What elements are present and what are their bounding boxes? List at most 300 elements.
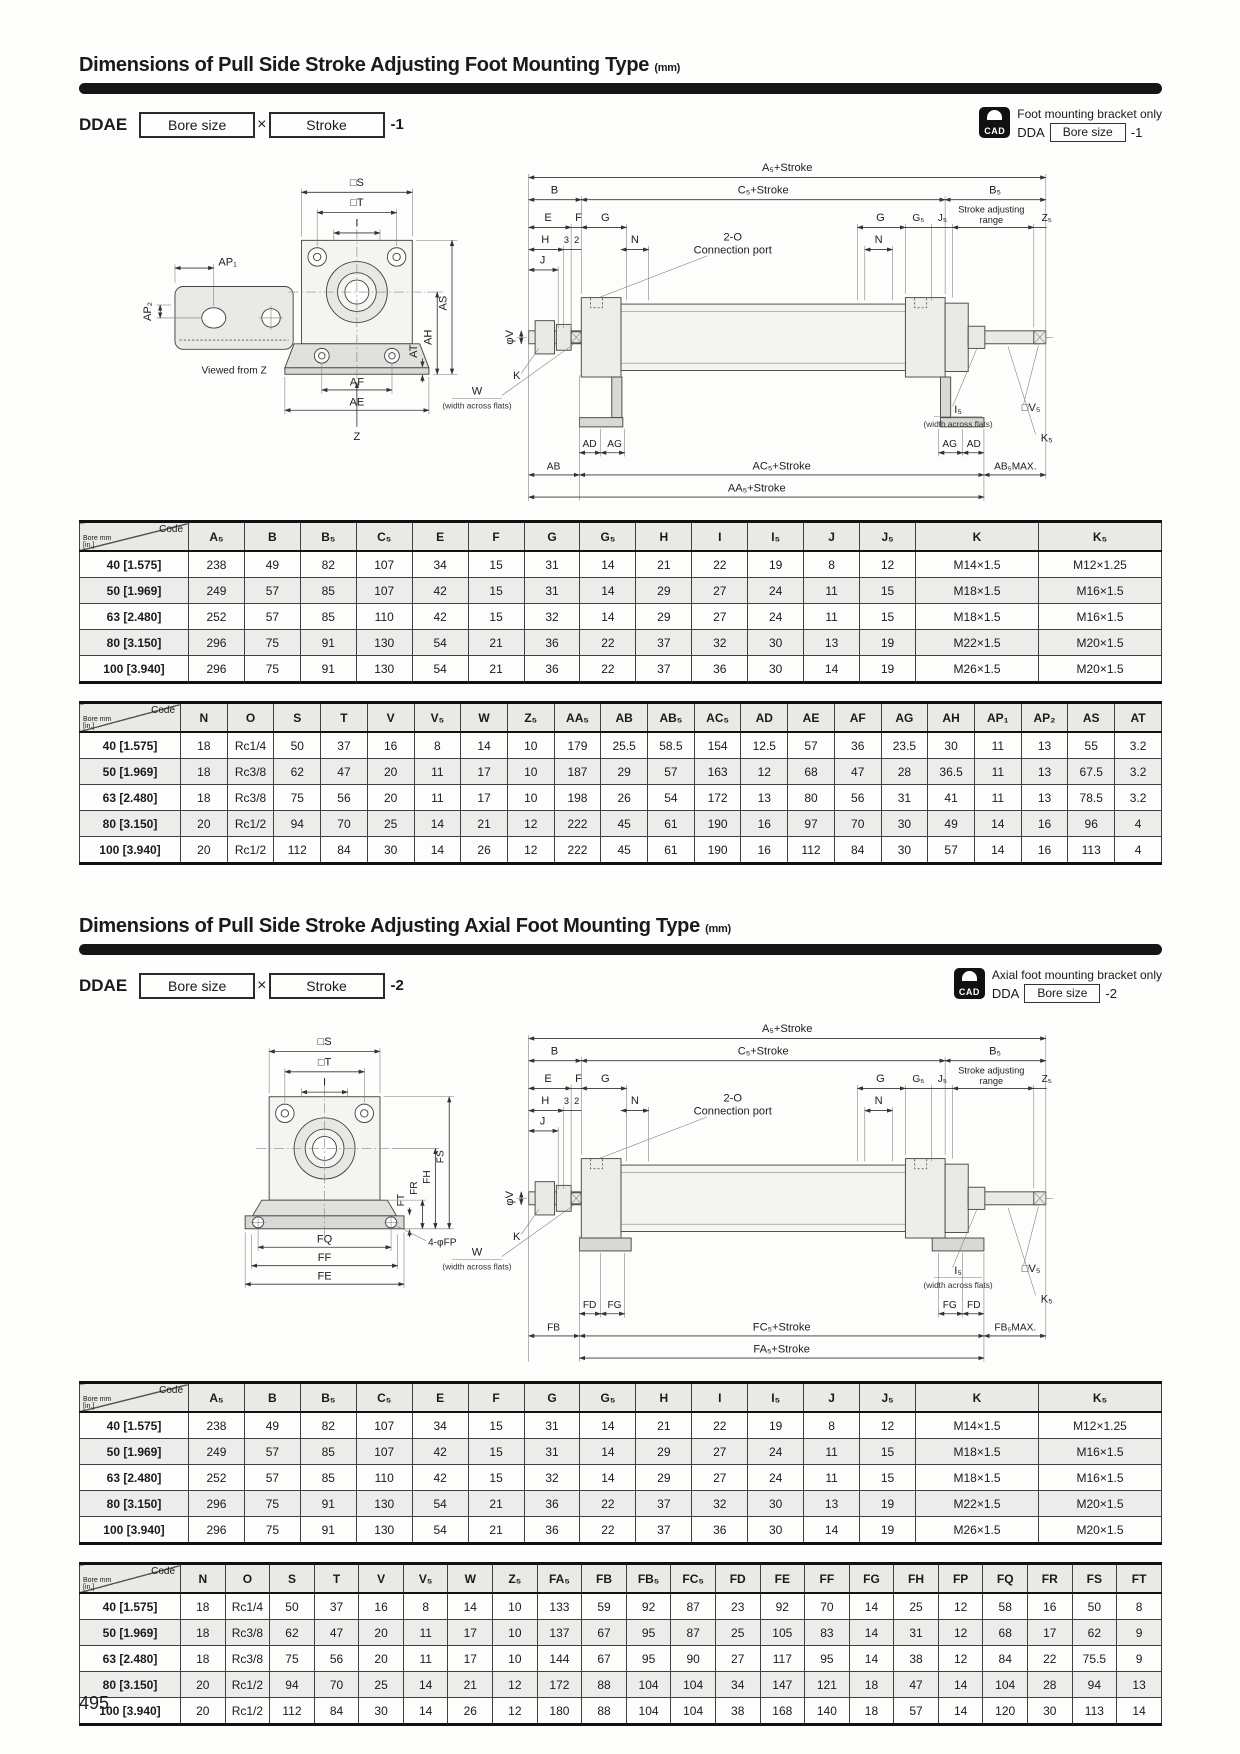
table-cell: 19: [860, 1491, 916, 1517]
cad-bore-box: Bore size: [1024, 984, 1100, 1003]
cad-suffix: -2: [1105, 986, 1117, 1001]
rod-cover: [905, 298, 945, 377]
table-cell: 222: [554, 837, 601, 864]
column-header: V₅: [414, 703, 461, 733]
table-cell: 94: [1072, 1672, 1117, 1698]
dim-label-i: I: [354, 217, 358, 230]
table-cell: 32: [692, 630, 748, 656]
table-cell: 12: [507, 837, 554, 864]
table-cell: 296: [189, 1517, 245, 1544]
column-header: AG: [881, 703, 928, 733]
table-cell: 8: [804, 1412, 860, 1439]
table-cell: 41: [928, 785, 975, 811]
table-cell: 19: [860, 1517, 916, 1544]
table-cell: 30: [748, 656, 804, 683]
table-cell: 29: [636, 578, 692, 604]
table-cell: 249: [189, 1439, 245, 1465]
table-cell: Rc1/2: [225, 1672, 270, 1698]
table-cell: 222: [554, 811, 601, 837]
table-cell: 13: [804, 630, 860, 656]
bore-size-cell: 80 [3.150]: [80, 1491, 189, 1517]
dim-label-3: 3: [563, 235, 569, 246]
column-header: G: [524, 1383, 580, 1413]
column-header: AB: [601, 703, 648, 733]
table-cell: 12: [938, 1593, 983, 1620]
table-cell: 37: [321, 732, 368, 759]
table-cell: 252: [189, 604, 245, 630]
table-cell: 27: [715, 1646, 760, 1672]
bore-size-cell: 100 [3.940]: [80, 1517, 189, 1544]
dim-label-g: G: [875, 1072, 885, 1085]
table-cell: 121: [805, 1672, 850, 1698]
dim-label-w: W: [471, 1246, 482, 1259]
table-cell: 85: [300, 604, 356, 630]
table-cell: 25: [359, 1672, 404, 1698]
table-corner-header: Code Bore mm [in.]: [80, 703, 181, 733]
column-header: AH: [928, 703, 975, 733]
stroke-adjusting-range-label2: range: [979, 1075, 1003, 1086]
column-header: AS: [1068, 703, 1115, 733]
dim-label-ft: FT: [395, 1193, 407, 1207]
table-cell: 198: [554, 785, 601, 811]
cad-dome-icon: [962, 971, 977, 981]
bore-size-cell: 100 [3.940]: [80, 1698, 181, 1725]
table-cell: 20: [367, 785, 414, 811]
table-cell: 10: [493, 1646, 538, 1672]
table-cell: 18: [181, 1646, 226, 1672]
column-header: N: [181, 703, 228, 733]
table-cell: 20: [181, 811, 228, 837]
column-header: B: [244, 1383, 300, 1413]
table-cell: 15: [468, 1439, 524, 1465]
model-series: DDAE: [79, 975, 128, 995]
table-cell: 104: [626, 1672, 671, 1698]
dim-label-fc5-stroke: FC₅+Stroke: [752, 1321, 811, 1334]
table-cell: 21: [468, 1491, 524, 1517]
column-header: B: [244, 522, 300, 552]
table-cell: 50: [1072, 1593, 1117, 1620]
column-header: T: [321, 703, 368, 733]
table-cell: 57: [244, 1439, 300, 1465]
table-cell: 14: [580, 1439, 636, 1465]
bore-size-cell: 80 [3.150]: [80, 1672, 181, 1698]
table-cell: 70: [314, 1672, 359, 1698]
table-cell: 14: [804, 656, 860, 683]
table-corner-header: Code Bore mm [in.]: [80, 1383, 189, 1413]
table-cell: 14: [403, 1698, 448, 1725]
cad-note-block-2: [954, 968, 1162, 1003]
column-header: S: [270, 1564, 315, 1594]
table-cell: 13: [1021, 732, 1068, 759]
table-cell: 112: [274, 837, 321, 864]
cad-note-block-1: [979, 107, 1162, 142]
dim-label-f: F: [574, 1072, 582, 1085]
cylinder-tube: [621, 304, 905, 370]
table-cell: 14: [580, 1412, 636, 1439]
stroke-adjusting-range-label2: range: [979, 214, 1003, 225]
table-cell: 9: [1117, 1646, 1162, 1672]
table-cell: 32: [692, 1491, 748, 1517]
dim-label-3: 3: [563, 1096, 569, 1107]
dim-label-fg: FG: [606, 1300, 622, 1312]
table-cell: 21: [468, 1517, 524, 1544]
front-view: [245, 1036, 457, 1288]
table-cell: M12×1.25: [1039, 551, 1162, 578]
table-cell: 296: [189, 630, 245, 656]
table-cell: 14: [414, 811, 461, 837]
table-cell: 30: [748, 630, 804, 656]
stroke-adjusting-range-label: Stroke adjusting: [957, 1065, 1024, 1076]
table-cell: 11: [414, 785, 461, 811]
table-cell: 18: [181, 1620, 226, 1646]
table-cell: 107: [356, 1412, 412, 1439]
table-cell: 10: [493, 1593, 538, 1620]
table-cell: M12×1.25: [1039, 1412, 1162, 1439]
foot-bracket-view: [141, 256, 292, 376]
table-cell: M26×1.5: [916, 1517, 1039, 1544]
column-header: AT: [1115, 703, 1162, 733]
bore-size-cell: 40 [1.575]: [80, 1412, 189, 1439]
column-header: J: [804, 522, 860, 552]
table-cell: 17: [448, 1620, 493, 1646]
dim-label-ag: AG: [606, 439, 622, 451]
column-header: F: [468, 522, 524, 552]
table-cell: 140: [805, 1698, 850, 1725]
table-cell: 130: [356, 630, 412, 656]
table-cell: 11: [403, 1620, 448, 1646]
table-cell: 12: [493, 1698, 538, 1725]
dim-label-at: AT: [407, 344, 420, 358]
column-header: FR: [1027, 1564, 1072, 1594]
column-header: T: [314, 1564, 359, 1594]
model-suffix: -2: [390, 977, 404, 994]
dim-label-ff: FF: [317, 1252, 331, 1265]
table-cell: M20×1.5: [1039, 656, 1162, 683]
table-cell: 27: [692, 604, 748, 630]
bore-size-box: Bore size: [139, 112, 255, 138]
table-cell: 70: [321, 811, 368, 837]
model-designation-row-2: [79, 968, 1162, 1003]
table-cell: 67.5: [1068, 759, 1115, 785]
table-cell: 97: [788, 811, 835, 837]
table-cell: 11: [804, 1465, 860, 1491]
dim-label-e: E: [543, 1072, 552, 1085]
multiply-sign: ×: [257, 115, 267, 133]
table-cell: 14: [580, 578, 636, 604]
column-header: J: [804, 1383, 860, 1413]
table-cell: 47: [321, 759, 368, 785]
column-header: AE: [788, 703, 835, 733]
section2-title-text: Dimensions of Pull Side Stroke Adjusting Axial Foot Mounting Type: [79, 915, 700, 937]
dim-label-g: G: [875, 211, 885, 224]
dim-label-n: N: [874, 1095, 883, 1108]
bore-size-cell: 63 [2.480]: [80, 604, 189, 630]
bore-size-cell: 63 [2.480]: [80, 1646, 181, 1672]
table-cell: 24: [748, 604, 804, 630]
table-cell: 29: [601, 759, 648, 785]
table-cell: 14: [580, 551, 636, 578]
table-cell: 11: [974, 759, 1021, 785]
dim-label-phi-v: φV: [503, 330, 516, 345]
table-cell: 54: [412, 656, 468, 683]
column-header: E: [412, 1383, 468, 1413]
table-cell: 95: [805, 1646, 850, 1672]
table-cell: 42: [412, 1439, 468, 1465]
table-cell: M18×1.5: [916, 1439, 1039, 1465]
table-cell: 50: [270, 1593, 315, 1620]
bore-size-cell: 80 [3.150]: [80, 811, 181, 837]
table-cell: 91: [300, 630, 356, 656]
table-cell: 11: [974, 785, 1021, 811]
dim-label-square-s: □S: [317, 1036, 332, 1049]
table-cell: 30: [1027, 1698, 1072, 1725]
table-cell: 47: [314, 1620, 359, 1646]
table-cell: 14: [804, 1517, 860, 1544]
dim-label-fh: FH: [421, 1170, 433, 1184]
bore-size-cell: 50 [1.969]: [80, 1620, 181, 1646]
model-designation-row-1: [79, 107, 1162, 142]
side-view: [442, 162, 1056, 501]
table-cell: 17: [461, 759, 508, 785]
dim-label-k: K: [512, 369, 520, 382]
column-header: FE: [760, 1564, 805, 1594]
table-cell: 88: [582, 1698, 627, 1725]
dim-label-ah: AH: [422, 329, 435, 346]
table-cell: 92: [760, 1593, 805, 1620]
dim-label-n: N: [630, 234, 639, 247]
table-cell: 21: [461, 811, 508, 837]
column-header: FB: [582, 1564, 627, 1594]
axial-foot-bracket: [579, 1238, 631, 1251]
table-cell: 26: [448, 1698, 493, 1725]
table-cell: 42: [412, 604, 468, 630]
table-cell: 30: [881, 811, 928, 837]
table-cell: 70: [805, 1593, 850, 1620]
table-cell: 104: [983, 1672, 1028, 1698]
table-cell: 91: [300, 1491, 356, 1517]
connection-port-label2: Connection port: [693, 244, 772, 257]
bore-size-cell: 100 [3.940]: [80, 656, 189, 683]
column-header: FS: [1072, 1564, 1117, 1594]
table-cell: 16: [1021, 811, 1068, 837]
table-cell: 20: [181, 837, 228, 864]
table-cell: 29: [636, 604, 692, 630]
table-cell: 19: [748, 1412, 804, 1439]
table-cell: 10: [507, 785, 554, 811]
column-header: J₅: [860, 522, 916, 552]
table-cell: 25.5: [601, 732, 648, 759]
stroke-box: Stroke: [269, 112, 385, 138]
table-cell: 22: [692, 551, 748, 578]
table-cell: 8: [414, 732, 461, 759]
table-cell: 30: [367, 837, 414, 864]
table-cell: Rc3/8: [225, 1620, 270, 1646]
table-cell: 78.5: [1068, 785, 1115, 811]
table-cell: 31: [881, 785, 928, 811]
table-cell: 12: [741, 759, 788, 785]
table-cell: 12.5: [741, 732, 788, 759]
table-row: [80, 1620, 1162, 1646]
table-cell: 14: [849, 1593, 894, 1620]
table-cell: 37: [636, 1517, 692, 1544]
table-cell: 84: [983, 1646, 1028, 1672]
section2-title: [79, 915, 1162, 938]
dim-label-phi-v: φV: [503, 1191, 516, 1206]
bore-size-cell: 100 [3.940]: [80, 837, 181, 864]
table-cell: 144: [537, 1646, 582, 1672]
table-cell: 16: [1021, 837, 1068, 864]
dim-label-h: H: [540, 234, 549, 247]
table-cell: M18×1.5: [916, 1465, 1039, 1491]
dim-label-fg: FG: [942, 1300, 957, 1312]
table-cell: 9: [1117, 1620, 1162, 1646]
table-cell: 83: [805, 1620, 850, 1646]
table-cell: 85: [300, 1439, 356, 1465]
table-cell: 13: [804, 1491, 860, 1517]
connection-port-label: 2-O: [723, 231, 742, 244]
table-cell: 54: [412, 1491, 468, 1517]
table-cell: 180: [537, 1698, 582, 1725]
table-cell: 15: [860, 1465, 916, 1491]
dim-label-j: J: [539, 1115, 545, 1128]
bore-size-cell: 40 [1.575]: [80, 551, 189, 578]
column-header: FT: [1117, 1564, 1162, 1594]
table-cell: 85: [300, 578, 356, 604]
table-cell: 22: [580, 630, 636, 656]
table-cell: 16: [741, 837, 788, 864]
dim-label-aa5-stroke: AA₅+Stroke: [727, 482, 786, 495]
table-row: [80, 1672, 1162, 1698]
table-cell: 130: [356, 1491, 412, 1517]
dim-label-fq: FQ: [316, 1233, 332, 1246]
table-cell: 15: [468, 1412, 524, 1439]
table-cell: 112: [788, 837, 835, 864]
column-header: W: [448, 1564, 493, 1594]
side-view: [442, 1023, 1056, 1362]
table-cell: 67: [582, 1646, 627, 1672]
column-header: B₅: [300, 522, 356, 552]
dim-label-h: H: [540, 1095, 549, 1108]
model-series: DDAE: [79, 114, 128, 134]
cad-suffix: -1: [1130, 125, 1143, 140]
cad-series: DDA: [1017, 125, 1045, 140]
table-cell: 238: [189, 551, 245, 578]
table-cell: 58: [983, 1593, 1028, 1620]
dim-label-c5-stroke: C₅+Stroke: [737, 184, 789, 197]
column-header: K: [916, 1383, 1039, 1413]
table-cell: M20×1.5: [1039, 1491, 1162, 1517]
table-cell: 14: [938, 1672, 983, 1698]
cad-bore-box: Bore size: [1050, 123, 1126, 142]
dim-label-b5: B₅: [988, 184, 1001, 197]
table-cell: 42: [412, 578, 468, 604]
table-cell: 16: [367, 732, 414, 759]
table-row: [80, 1439, 1162, 1465]
lock-nut: [535, 1182, 554, 1215]
column-header: FH: [894, 1564, 939, 1594]
section1-unit: (mm): [654, 62, 681, 74]
table-cell: 120: [983, 1698, 1028, 1725]
table-cell: 54: [648, 785, 695, 811]
table-cell: 23: [715, 1593, 760, 1620]
table-cell: 179: [554, 732, 601, 759]
column-header: A₅: [189, 522, 245, 552]
table-cell: 113: [1068, 837, 1115, 864]
table-cell: 20: [359, 1620, 404, 1646]
dim-label-ae: AE: [348, 396, 364, 409]
table-cell: 3.2: [1115, 732, 1162, 759]
dim-label-c5-stroke: C₅+Stroke: [737, 1045, 789, 1058]
table-cell: 12: [938, 1620, 983, 1646]
table-cell: 38: [894, 1646, 939, 1672]
cad-icon: [979, 107, 1010, 138]
table-cell: 32: [524, 1465, 580, 1491]
bore-size-cell: 80 [3.150]: [80, 630, 189, 656]
dim-label-e: E: [543, 211, 552, 224]
table-cell: 36: [524, 656, 580, 683]
column-header: W: [461, 703, 508, 733]
table-cell: 30: [359, 1698, 404, 1725]
table-cell: 22: [1027, 1646, 1072, 1672]
table-cell: 38: [715, 1698, 760, 1725]
lock-nut: [535, 321, 554, 354]
column-header: G: [524, 522, 580, 552]
table-cell: 147: [760, 1672, 805, 1698]
table-cell: 187: [554, 759, 601, 785]
table-cell: 45: [601, 811, 648, 837]
cad-icon-label: CAD: [958, 987, 980, 997]
dim-label-k5: K₅: [1040, 1293, 1053, 1306]
table-cell: 16: [359, 1593, 404, 1620]
viewed-from-z-caption: Viewed from Z: [200, 365, 267, 377]
dim-label-w: W: [471, 385, 482, 398]
bore-size-cell: 50 [1.969]: [80, 1439, 189, 1465]
table-row: [80, 1646, 1162, 1672]
table-cell: 190: [694, 811, 741, 837]
column-header: AA₅: [554, 703, 601, 733]
table-cell: 137: [537, 1620, 582, 1646]
dim-label-ab5-max: AB₅MAX.: [993, 461, 1037, 473]
column-header: K: [916, 522, 1039, 552]
table-cell: 163: [694, 759, 741, 785]
table-row: [80, 1517, 1162, 1544]
table-cell: 12: [860, 1412, 916, 1439]
cad-model-line: [1017, 123, 1162, 142]
table-cell: 56: [314, 1646, 359, 1672]
column-header: I: [692, 522, 748, 552]
table-cell: 27: [692, 1439, 748, 1465]
column-header: I₅: [748, 522, 804, 552]
table-cell: 62: [270, 1620, 315, 1646]
table-cell: M16×1.5: [1039, 578, 1162, 604]
table-cell: 82: [300, 1412, 356, 1439]
table-cell: 8: [804, 551, 860, 578]
column-header: AB₅: [648, 703, 695, 733]
table-cell: 36: [692, 1517, 748, 1544]
stroke-adjusting-range-label: Stroke adjusting: [957, 204, 1024, 215]
table-cell: 85: [300, 1465, 356, 1491]
table-cell: 14: [849, 1646, 894, 1672]
column-header: FP: [938, 1564, 983, 1594]
table-cell: 20: [359, 1646, 404, 1672]
table-cell: 75.5: [1072, 1646, 1117, 1672]
table-cell: Rc1/4: [227, 732, 274, 759]
table-cell: 12: [860, 551, 916, 578]
dim-label-j5: J₅: [937, 212, 947, 224]
column-header: FA₅: [537, 1564, 582, 1594]
table-cell: 68: [983, 1620, 1028, 1646]
cad-series: DDA: [991, 986, 1020, 1001]
